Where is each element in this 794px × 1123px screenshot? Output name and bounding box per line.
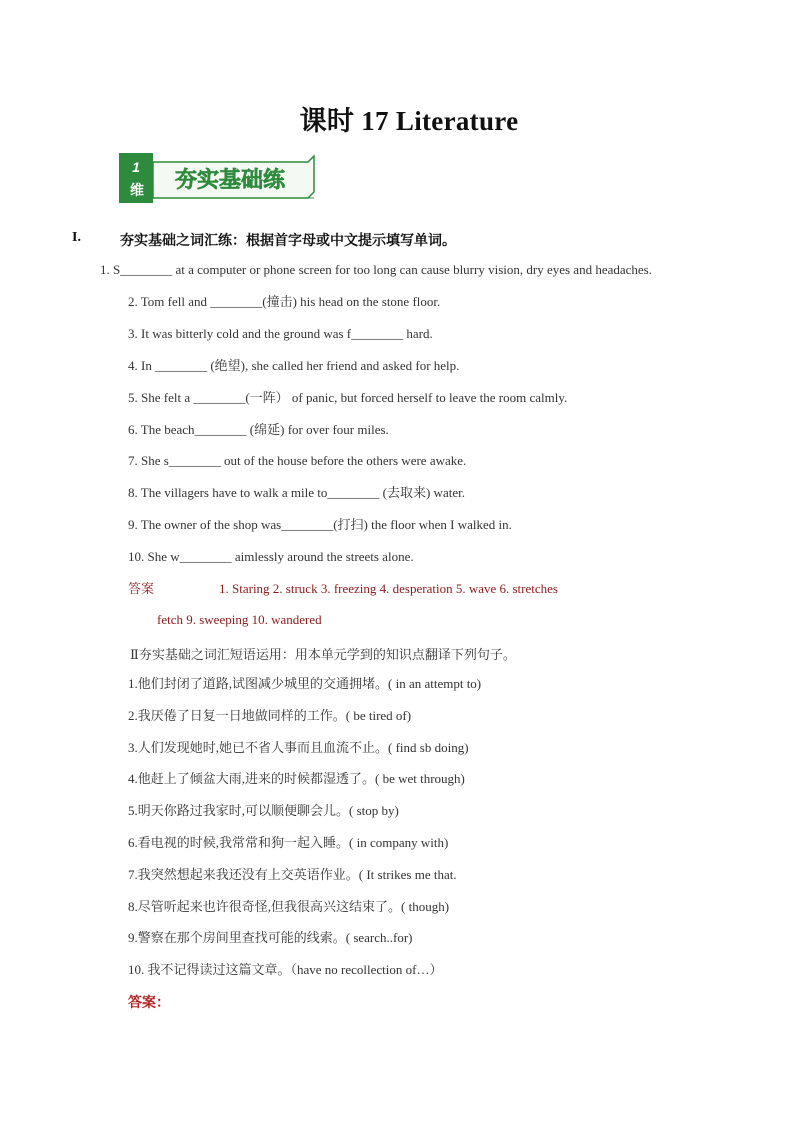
vocab-item: 4. In ________ (绝望), she called her friend and asked for help. <box>128 358 460 373</box>
vocab-item: 2. Tom fell and ________(撞击) his head on the stone floor. <box>128 294 441 309</box>
section1-heading: 夯实基础之词汇练：根据首字母或中文提示填写单词。 <box>120 233 456 249</box>
badge-number: 1 <box>132 159 140 175</box>
answer-line: fetch 9. sweeping 10. wandered <box>157 612 322 627</box>
section-badge <box>118 152 316 204</box>
badge-text: 夯实基础练 <box>174 168 286 193</box>
answer-line: 1. Staring 2. struck 3. freezing 4. desperation 5. wave 6. stretches <box>219 581 558 596</box>
translation-item: 10. 我不记得读过这篇文章。（have no recollection of…） <box>128 962 443 977</box>
translation-item: 5.明天你路过我家时,可以顺便聊会儿。( stop by) <box>128 803 399 818</box>
translation-item: 8.尽管听起来也许很奇怪,但我很高兴这结束了。( though) <box>128 899 450 914</box>
vocab-item: 3. It was bitterly cold and the ground was f________ hard. <box>128 326 433 341</box>
translation-item: 6.看电视的时候,我常常和狗一起入睡。( in company with) <box>128 835 449 850</box>
vocab-item: 1. S________ at a computer or phone screen for too long can cause blurry vision, dry eyes and headaches. <box>100 262 652 277</box>
translation-item: 3.人们发现她时,她已不省人事而且血流不止。( find sb doing) <box>128 740 469 755</box>
section2-answer-label: 答案： <box>128 995 170 1011</box>
vocab-item: 5. She felt a ________(一阵） of panic, but forced herself to leave the room calmly. <box>128 390 568 405</box>
translation-item: 7.我突然想起来我还没有上交英语作业。( It strikes me that. <box>128 867 457 882</box>
translation-item: 1.他们封闭了道路,试图减少城里的交通拥堵。( in an attempt to) <box>128 676 482 691</box>
section2-heading: Ⅱ夯实基础之词汇短语运用：用本单元学到的知识点翻译下列句子。 <box>130 647 516 662</box>
vocab-item: 7. She s________ out of the house before the others were awake. <box>128 453 467 468</box>
vocab-item: 10. She w________ aimlessly around the streets alone. <box>128 549 414 564</box>
vocab-item: 9. The owner of the shop was________(打扫) the floor when I walked in. <box>128 517 512 532</box>
page-title: 课时 17 Literature <box>299 106 519 136</box>
answer-label: 答案 <box>128 581 155 596</box>
translation-item: 2.我厌倦了日复一日地做同样的工作。( be tired of) <box>128 708 412 723</box>
vocab-item: 8. The villagers have to walk a mile to________ (去取来) water. <box>128 485 465 500</box>
translation-item: 4.他赶上了倾盆大雨,进来的时候都湿透了。( be wet through) <box>128 771 465 786</box>
translation-item: 9.警察在那个房间里查找可能的线索。( search..for) <box>128 930 413 945</box>
section1-number: I. <box>72 230 81 245</box>
vocab-item: 6. The beach________ (绵延) for over four miles. <box>128 422 389 437</box>
badge-char: 维 <box>130 183 144 199</box>
